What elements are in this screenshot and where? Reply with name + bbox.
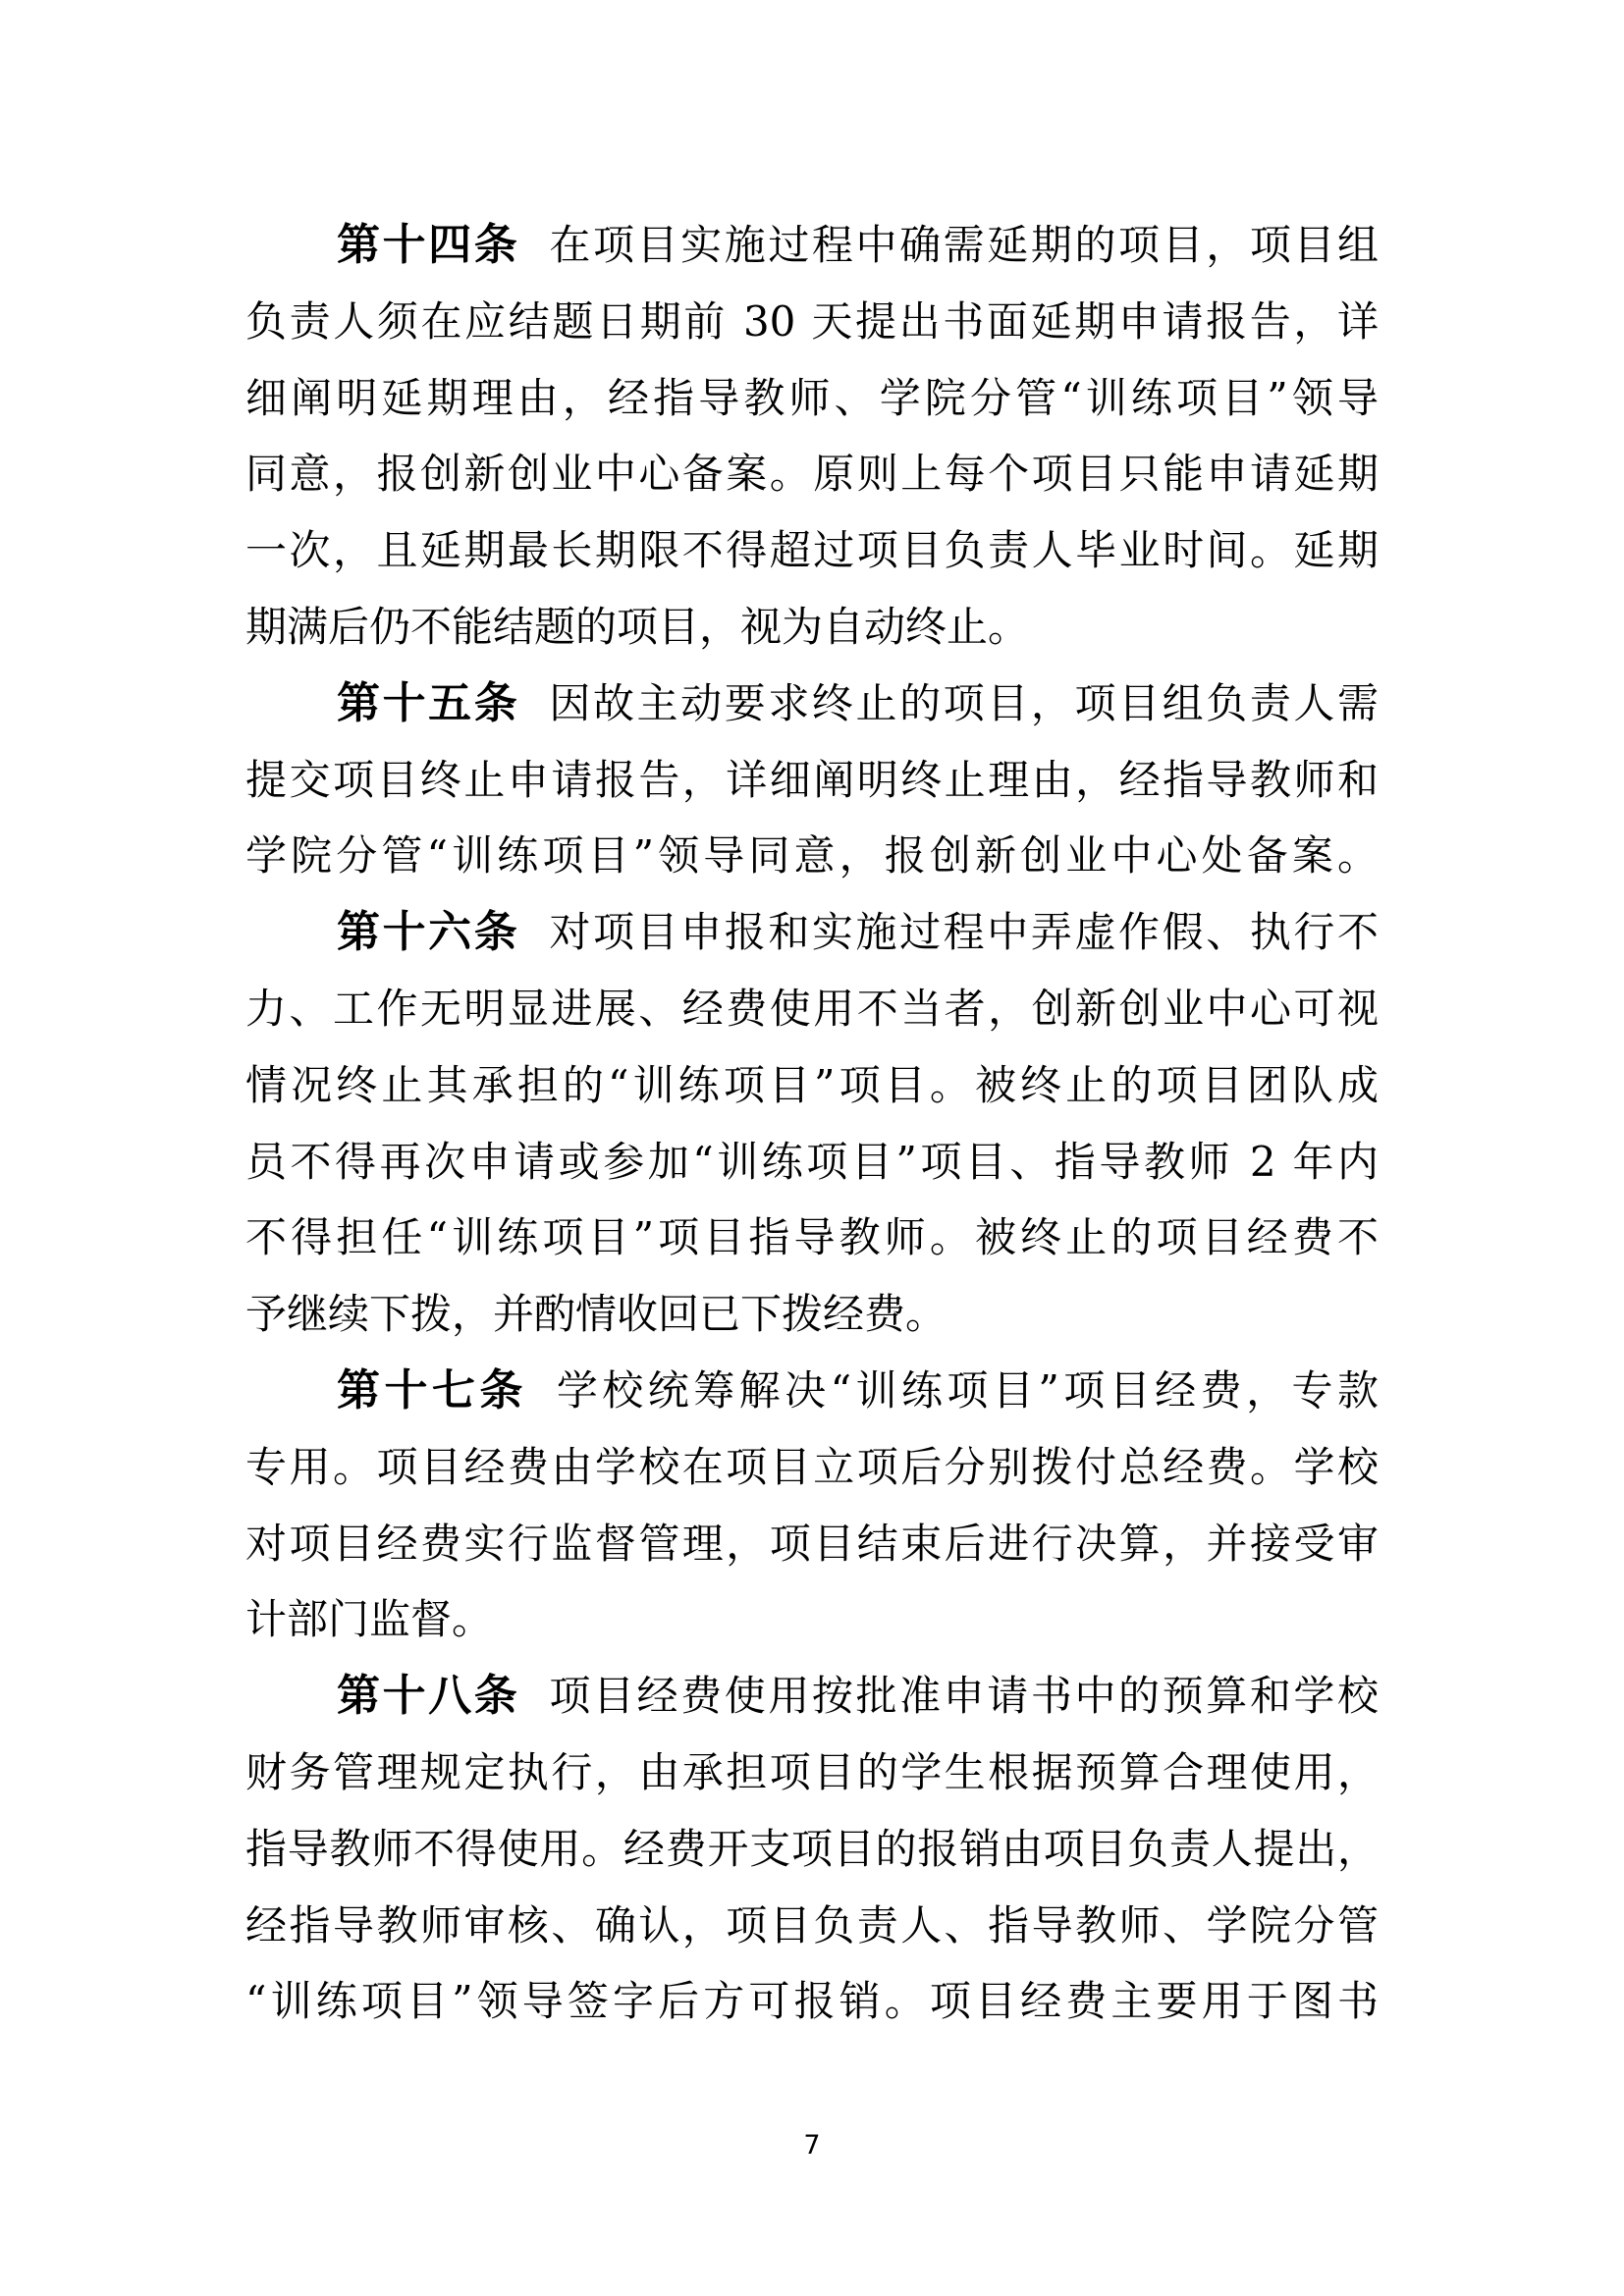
line-text: 负责人须在应结题日期前 30 天提出书面延期申请报告，详 [245, 296, 1379, 346]
line-text: 因故主动要求终止的项目，项目组负责人需 [549, 678, 1379, 727]
line-text: 员不得再次申请或参加“训练项目”项目、指导教师 2 年内 [245, 1137, 1379, 1186]
line-text: 一次，且延期最长期限不得超过项目负责人毕业时间。延期 [245, 526, 1379, 575]
line-text: 计部门监督。 [245, 1595, 494, 1644]
line-text: 予继续下拨，并酌情收回已下拨经费。 [245, 1290, 947, 1339]
text-line [245, 207, 1379, 284]
text-line [245, 1963, 1379, 2040]
article-head: 第十四条 [337, 220, 520, 270]
line-text: 期满后仍不能结题的项目，视为自动终止。 [245, 602, 1030, 651]
line-text: 对项目经费实行监督管理，项目结束后进行决算，并接受审 [245, 1519, 1379, 1568]
text-line [245, 1888, 1379, 1964]
text-line [245, 1506, 1379, 1582]
line-text: 专用。项目经费由学校在项目立项后分别拨付总经费。学校 [245, 1442, 1379, 1491]
line-text: “训练项目”领导签字后方可报销。项目经费主要用于图书 [245, 1977, 1379, 2026]
text-line [245, 1276, 1379, 1353]
text-line [245, 666, 1379, 742]
article-head: 第十八条 [337, 1671, 520, 1722]
page-number: 7 [803, 2130, 821, 2161]
text-line [245, 436, 1379, 512]
article-head: 第十六条 [337, 907, 520, 958]
line-text: 学院分管“训练项目”领导同意，报创新创业中心处备案。 [245, 831, 1379, 881]
text-line [245, 1429, 1379, 1506]
text-line [245, 742, 1379, 819]
text-line [245, 1735, 1379, 1811]
text-line [245, 284, 1379, 360]
line-text: 在项目实施过程中确需延期的项目，项目组 [549, 221, 1379, 269]
text-line [245, 1811, 1379, 1888]
text-line [245, 512, 1379, 589]
article-head: 第十七条 [337, 1364, 527, 1415]
line-text: 提交项目终止申请报告，详细阐明终止理由，经指导教师和 [245, 755, 1379, 804]
text-line [245, 971, 1379, 1047]
line-text: 财务管理规定执行，由承担项目的学生根据预算合理使用， [245, 1747, 1379, 1796]
text-line [245, 894, 1379, 971]
line-text: 对项目申报和实施过程中弄虚作假、执行不 [549, 908, 1379, 957]
text-line [245, 1200, 1379, 1276]
text-line [245, 1047, 1379, 1124]
line-text: 情况终止其承担的“训练项目”项目。被终止的项目团队成 [245, 1060, 1379, 1109]
line-text: 指导教师不得使用。经费开支项目的报销由项目负责人提出， [245, 1824, 1379, 1873]
line-text: 学校统筹解决“训练项目”项目经费，专款 [556, 1365, 1379, 1415]
line-text: 经指导教师审核、确认，项目负责人、指导教师、学院分管 [245, 1900, 1379, 1949]
article-head: 第十五条 [337, 677, 520, 728]
text-line [245, 1124, 1379, 1201]
text-line [245, 818, 1379, 894]
text-line [245, 589, 1379, 666]
text-line [245, 1581, 1379, 1658]
line-text: 细阐明延期理由，经指导教师、学院分管“训练项目”领导 [245, 373, 1379, 422]
line-text: 项目经费使用按批准申请书中的预算和学校 [549, 1672, 1379, 1721]
line-text: 同意，报创新创业中心备案。原则上每个项目只能申请延期 [245, 450, 1379, 499]
text-line [245, 1658, 1379, 1735]
document-body [245, 207, 1379, 2040]
text-line [245, 1353, 1379, 1429]
line-text: 不得担任“训练项目”项目指导教师。被终止的项目经费不 [245, 1213, 1379, 1262]
line-text: 力、工作无明显进展、经费使用不当者，创新创业中心可视 [245, 984, 1379, 1033]
text-line [245, 360, 1379, 437]
